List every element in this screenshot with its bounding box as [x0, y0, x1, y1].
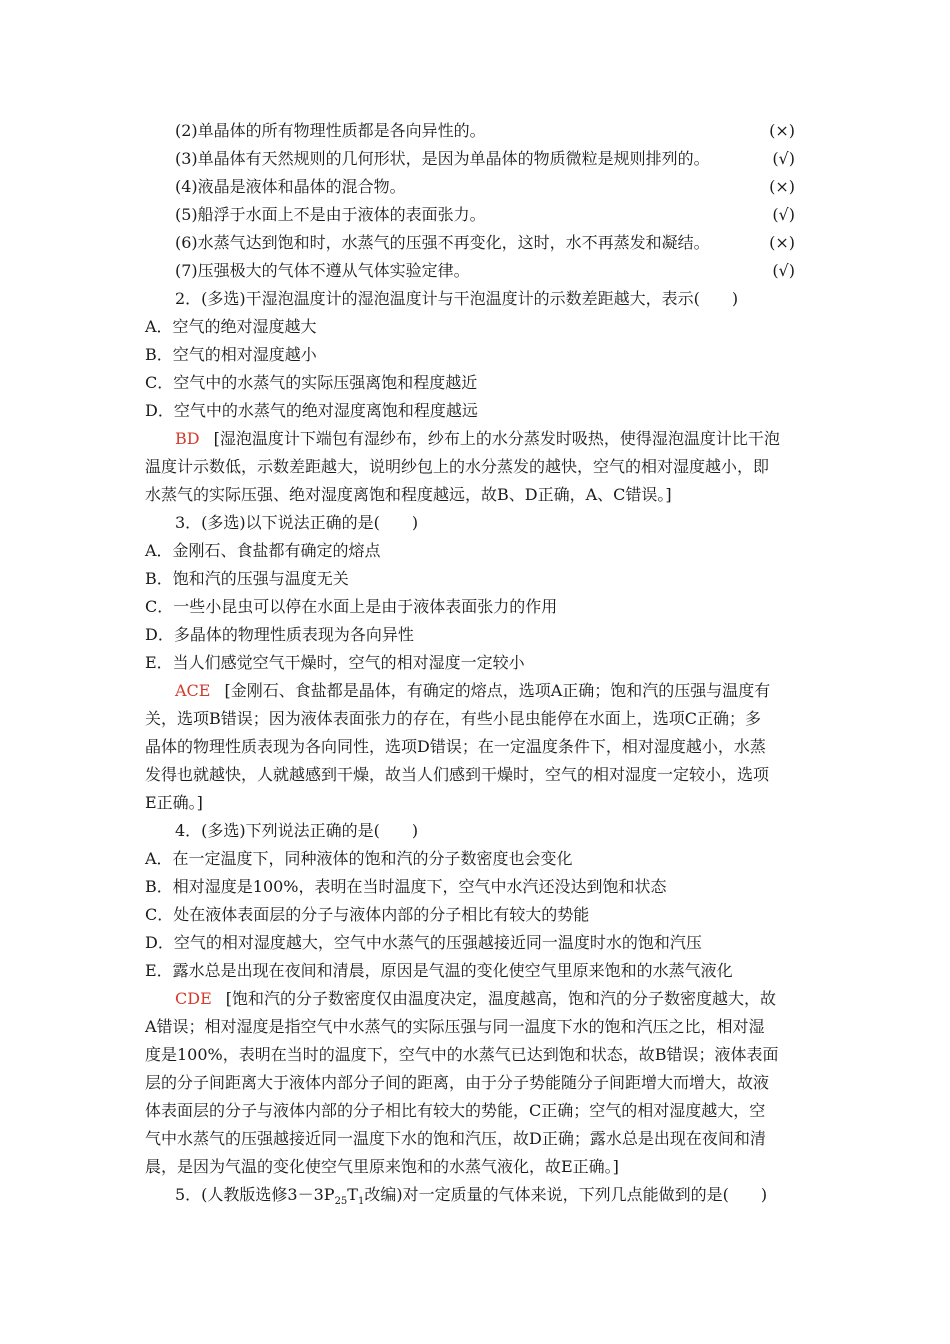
option: B．相对湿度是100%，表明在当时温度下，空气中水汽还没达到饱和状态: [145, 877, 667, 896]
option: E．露水总是出现在夜间和清晨，原因是气温的变化使空气里原来饱和的水蒸气液化: [145, 961, 733, 980]
stem-text: T: [347, 1185, 358, 1204]
explanation-line: A错误；相对湿度是指空气中水蒸气的实际压强与同一温度下水的饱和汽压之比，相对湿: [145, 1017, 765, 1036]
stem-text: 5．(人教版选修3－3P: [175, 1185, 335, 1204]
tf-item: [145, 202, 805, 228]
option: B．空气的相对湿度越小: [145, 345, 317, 364]
answer-label: ACE: [175, 681, 211, 700]
explanation-text: [饱和汽的分子数密度仅由温度决定，温度越高，饱和汽的分子数密度越大，故: [225, 989, 776, 1008]
option: A．金刚石、食盐都有确定的熔点: [145, 541, 381, 560]
tf-text: (7)压强极大的气体不遵从气体实验定律。: [175, 261, 470, 280]
explanation-line: 气中水蒸气的压强越接近同一温度下水的饱和汽压，故D正确；露水总是出现在夜间和清: [145, 1129, 766, 1148]
tf-text: (4)液晶是液体和晶体的混合物。: [175, 177, 406, 196]
answer-label: CDE: [175, 989, 212, 1008]
tf-item: [145, 258, 805, 284]
option: B．饱和汽的压强与温度无关: [145, 569, 349, 588]
tf-item: [145, 146, 805, 172]
option: D．多晶体的物理性质表现为各向异性: [145, 625, 414, 644]
explanation-line: 发得也就越快，人就越感到干燥，故当人们感到干燥时，空气的相对湿度一定较小，选项: [145, 765, 770, 784]
option: E．当人们感觉空气干燥时，空气的相对湿度一定较小: [145, 653, 525, 672]
subscript: 25: [334, 1196, 348, 1208]
tf-text: (3)单晶体有天然规则的几何形状，是因为单晶体的物质微粒是规则排列的。: [175, 149, 710, 168]
answer-label: BD: [175, 429, 200, 448]
tf-mark: (×): [769, 177, 795, 196]
question-stem: 2．(多选)干湿泡温度计的湿泡温度计与干泡温度计的示数差距越大，表示( ): [175, 289, 739, 308]
explanation-line: [145, 426, 805, 452]
explanation-line: [145, 986, 805, 1012]
tf-mark: (√): [772, 205, 795, 224]
option: D．空气的相对湿度越大，空气中水蒸气的压强越接近同一温度时水的饱和汽压: [145, 933, 702, 952]
tf-mark: (√): [772, 149, 795, 168]
option: C．一些小昆虫可以停在水面上是由于液体表面张力的作用: [145, 597, 558, 616]
subscript: 1: [357, 1196, 365, 1208]
explanation-line: 度是100%，表明在当时的温度下，空气中的水蒸气已达到饱和状态，故B错误；液体表面: [145, 1045, 779, 1064]
option: D．空气中的水蒸气的绝对湿度离饱和程度越远: [145, 401, 478, 420]
option: C．处在液体表面层的分子与液体内部的分子相比有较大的势能: [145, 905, 590, 924]
option: A．空气的绝对湿度越大: [145, 317, 317, 336]
question-stem: 3．(多选)以下说法正确的是( ): [175, 513, 419, 532]
tf-item: [145, 118, 805, 144]
explanation-line: 温度计示数低，示数差距越大，说明纱包上的水分蒸发的越快，空气的相对湿度越小，即: [145, 457, 770, 476]
explanation-line: 体表面层的分子与液体内部的分子相比有较大的势能，C正确；空气的相对湿度越大，空: [145, 1101, 766, 1120]
tf-mark: (√): [772, 261, 795, 280]
tf-mark: (×): [769, 121, 795, 140]
stem-text: 改编)对一定质量的气体来说，下列几点能做到的是( ): [364, 1185, 768, 1204]
tf-text: (6)水蒸气达到饱和时，水蒸气的压强不再变化，这时，水不再蒸发和凝结。: [175, 233, 710, 252]
tf-item: [145, 174, 805, 200]
explanation-line: 水蒸气的实际压强、绝对湿度离饱和程度越远，故B、D正确，A、C错误。]: [145, 485, 672, 504]
explanation-line: 关，选项B错误；因为液体表面张力的存在，有些小昆虫能停在水面上，选项C正确；多: [145, 709, 762, 728]
explanation-line: 层的分子间距离大于液体内部分子间的距离，由于分子势能随分子间距增大而增大，故液: [145, 1073, 770, 1092]
explanation-text: [湿泡温度计下端包有湿纱布，纱布上的水分蒸发时吸热，使得湿泡温度计比干泡: [213, 429, 780, 448]
tf-text: (2)单晶体的所有物理性质都是各向异性的。: [175, 121, 486, 140]
explanation-line: [145, 678, 805, 704]
explanation-line: E正确。]: [145, 793, 203, 812]
tf-text: (5)船浮于水面上不是由于液体的表面张力。: [175, 205, 486, 224]
explanation-line: 晶体的物理性质表现为各向同性，选项D错误；在一定温度条件下，相对湿度越小，水蒸: [145, 737, 766, 756]
option: C．空气中的水蒸气的实际压强离饱和程度越近: [145, 373, 478, 392]
tf-mark: (×): [769, 233, 795, 252]
tf-item: [145, 230, 805, 256]
explanation-text: [金刚石、食盐都是晶体，有确定的熔点，选项A正确；饱和汽的压强与温度有: [224, 681, 771, 700]
option: A．在一定温度下，同种液体的饱和汽的分子数密度也会变化: [145, 849, 573, 868]
explanation-line: 晨，是因为气温的变化使空气里原来饱和的水蒸气液化，故E正确。]: [145, 1157, 619, 1176]
question-stem: [145, 1182, 805, 1208]
question-stem: 4．(多选)下列说法正确的是( ): [175, 821, 419, 840]
